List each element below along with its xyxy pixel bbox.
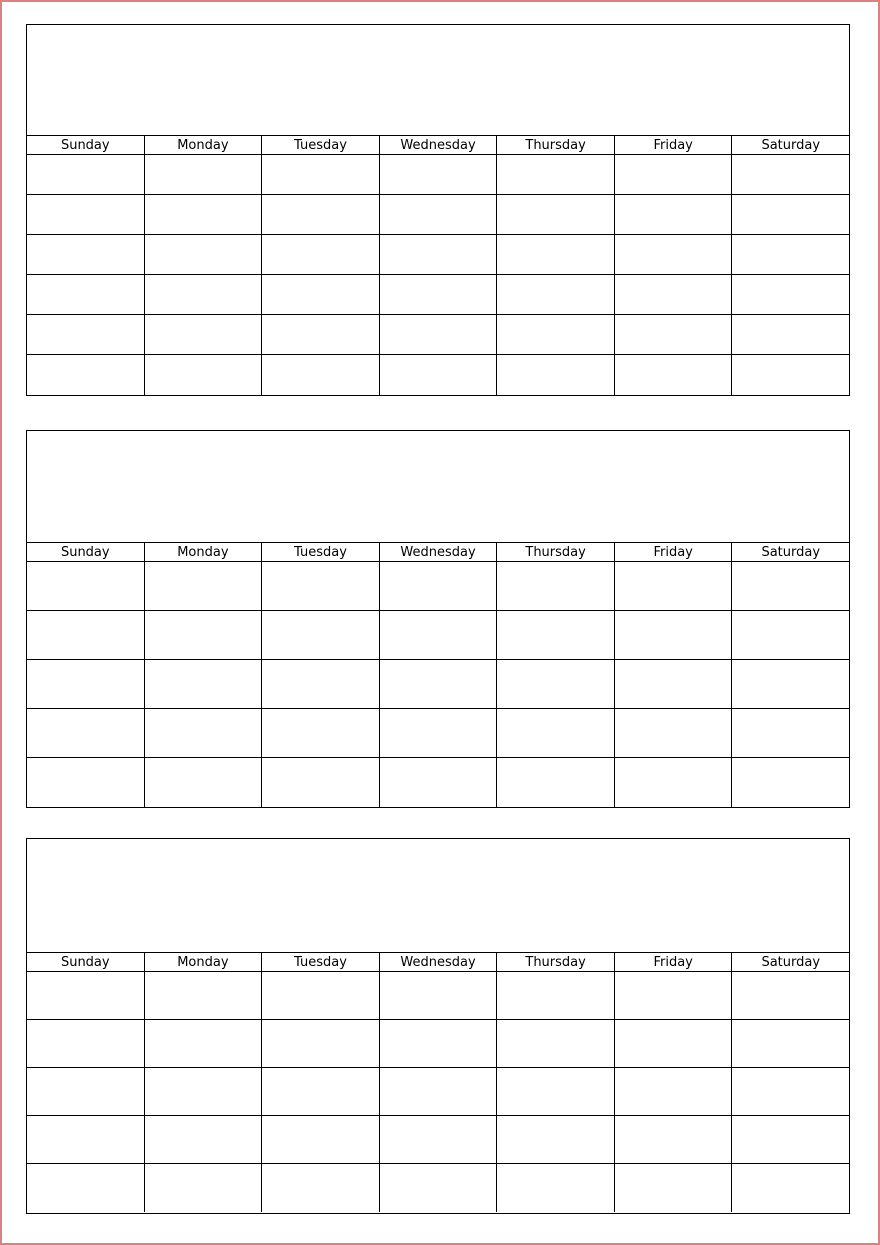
- day-cell: [732, 709, 849, 757]
- day-cell: [497, 315, 615, 354]
- day-cell: [732, 275, 849, 314]
- day-cell: [497, 562, 615, 610]
- day-cell: [615, 1068, 733, 1115]
- month-title-area: [27, 25, 849, 136]
- day-cell: [732, 1164, 849, 1212]
- day-cell: [497, 758, 615, 807]
- month-calendar-3: [26, 838, 850, 1214]
- weekday-wednesday: Wednesday: [380, 543, 498, 561]
- day-cell: [262, 315, 380, 354]
- day-cell: [497, 1020, 615, 1067]
- day-cell: [27, 709, 145, 757]
- day-cell: [497, 611, 615, 659]
- day-cell: [262, 709, 380, 757]
- day-cell: [497, 155, 615, 194]
- weekday-thursday: Thursday: [497, 953, 615, 971]
- day-cell: [145, 1068, 263, 1115]
- day-cell: [497, 235, 615, 274]
- weekday-monday: Monday: [145, 543, 263, 561]
- day-cell: [732, 1068, 849, 1115]
- day-cell: [380, 155, 498, 194]
- day-cell: [27, 1020, 145, 1067]
- day-cell: [145, 660, 263, 708]
- day-cell: [262, 1068, 380, 1115]
- weekday-tuesday: Tuesday: [262, 543, 380, 561]
- day-cell: [497, 660, 615, 708]
- day-cell: [380, 235, 498, 274]
- day-cell: [262, 275, 380, 314]
- week-grid: [27, 155, 849, 395]
- day-cell: [615, 275, 733, 314]
- day-cell: [27, 611, 145, 659]
- day-cell: [27, 315, 145, 354]
- day-cell: [732, 758, 849, 807]
- weekday-friday: Friday: [615, 543, 733, 561]
- day-cell: [380, 355, 498, 395]
- day-cell: [145, 275, 263, 314]
- day-cell: [27, 562, 145, 610]
- day-cell: [615, 611, 733, 659]
- day-cell: [262, 195, 380, 234]
- day-cell: [262, 1164, 380, 1212]
- day-cell: [380, 275, 498, 314]
- day-cell: [732, 1020, 849, 1067]
- weekday-header-row: [27, 953, 849, 972]
- weekday-friday: Friday: [615, 953, 733, 971]
- day-cell: [615, 758, 733, 807]
- day-cell: [145, 195, 263, 234]
- day-cell: [145, 1164, 263, 1212]
- day-cell: [497, 709, 615, 757]
- weekday-header-row: [27, 543, 849, 562]
- day-cell: [497, 1164, 615, 1212]
- day-cell: [145, 611, 263, 659]
- day-cell: [732, 1116, 849, 1163]
- week-row: [27, 275, 849, 315]
- week-row: [27, 660, 849, 709]
- weekday-wednesday: Wednesday: [380, 953, 498, 971]
- day-cell: [380, 709, 498, 757]
- weekday-thursday: Thursday: [497, 136, 615, 154]
- day-cell: [732, 611, 849, 659]
- week-row: [27, 155, 849, 195]
- day-cell: [262, 758, 380, 807]
- day-cell: [732, 972, 849, 1019]
- week-row: [27, 355, 849, 395]
- day-cell: [262, 562, 380, 610]
- month-calendar-2: [26, 430, 850, 808]
- day-cell: [262, 1116, 380, 1163]
- weekday-saturday: Saturday: [761, 545, 821, 560]
- day-cell: [615, 709, 733, 757]
- weekday-sunday: Sunday: [27, 953, 145, 971]
- week-row: [27, 611, 849, 660]
- day-cell: [497, 275, 615, 314]
- weekday-tuesday: Tuesday: [262, 136, 380, 154]
- day-cell: [497, 1116, 615, 1163]
- day-cell: [615, 355, 733, 395]
- day-cell: [732, 562, 849, 610]
- day-cell: [27, 758, 145, 807]
- month-calendar-1: [26, 24, 850, 396]
- weekday-thursday: Thursday: [497, 543, 615, 561]
- day-cell: [145, 562, 263, 610]
- weekday-sunday: Sunday: [27, 136, 145, 154]
- day-cell: [27, 1164, 145, 1212]
- day-cell: [27, 1068, 145, 1115]
- day-cell: [380, 562, 498, 610]
- week-row: [27, 562, 849, 611]
- weekday-saturday: Saturday: [761, 955, 821, 970]
- day-cell: [380, 660, 498, 708]
- weekday-monday: Monday: [145, 136, 263, 154]
- weekday-tuesday: Tuesday: [262, 953, 380, 971]
- weekday-friday: Friday: [615, 136, 733, 154]
- weekday-saturday: Saturday: [761, 138, 821, 153]
- week-row: [27, 195, 849, 235]
- day-cell: [615, 195, 733, 234]
- day-cell: [380, 611, 498, 659]
- day-cell: [380, 195, 498, 234]
- week-row: [27, 758, 849, 807]
- day-cell: [27, 660, 145, 708]
- day-cell: [27, 195, 145, 234]
- day-cell: [27, 355, 145, 395]
- day-cell: [380, 758, 498, 807]
- day-cell: [615, 562, 733, 610]
- week-row: [27, 1068, 849, 1116]
- day-cell: [615, 660, 733, 708]
- day-cell: [615, 235, 733, 274]
- day-cell: [497, 972, 615, 1019]
- day-cell: [262, 972, 380, 1019]
- day-cell: [145, 355, 263, 395]
- day-cell: [380, 1164, 498, 1212]
- day-cell: [497, 1068, 615, 1115]
- weekday-monday: Monday: [145, 953, 263, 971]
- day-cell: [27, 275, 145, 314]
- day-cell: [615, 315, 733, 354]
- week-row: [27, 235, 849, 275]
- weekday-header-row: [27, 136, 849, 155]
- day-cell: [615, 1020, 733, 1067]
- day-cell: [27, 235, 145, 274]
- day-cell: [27, 155, 145, 194]
- day-cell: [262, 660, 380, 708]
- day-cell: [145, 155, 263, 194]
- day-cell: [145, 1020, 263, 1067]
- day-cell: [262, 235, 380, 274]
- day-cell: [262, 1020, 380, 1067]
- day-cell: [615, 1116, 733, 1163]
- day-cell: [732, 315, 849, 354]
- month-title-area: [27, 431, 849, 543]
- week-row: [27, 1116, 849, 1164]
- day-cell: [262, 155, 380, 194]
- weekday-sunday: Sunday: [27, 543, 145, 561]
- day-cell: [262, 355, 380, 395]
- week-grid: [27, 972, 849, 1212]
- day-cell: [732, 195, 849, 234]
- day-cell: [380, 315, 498, 354]
- day-cell: [732, 355, 849, 395]
- day-cell: [27, 1116, 145, 1163]
- day-cell: [145, 972, 263, 1019]
- day-cell: [145, 709, 263, 757]
- week-row: [27, 1164, 849, 1212]
- day-cell: [380, 1116, 498, 1163]
- day-cell: [732, 660, 849, 708]
- day-cell: [380, 972, 498, 1019]
- day-cell: [145, 315, 263, 354]
- day-cell: [145, 1116, 263, 1163]
- month-title-area: [27, 839, 849, 953]
- week-grid: [27, 562, 849, 807]
- day-cell: [27, 972, 145, 1019]
- weekday-wednesday: Wednesday: [380, 136, 498, 154]
- day-cell: [497, 195, 615, 234]
- day-cell: [732, 235, 849, 274]
- day-cell: [145, 235, 263, 274]
- day-cell: [380, 1068, 498, 1115]
- day-cell: [145, 758, 263, 807]
- week-row: [27, 709, 849, 758]
- day-cell: [497, 355, 615, 395]
- week-row: [27, 1020, 849, 1068]
- day-cell: [615, 972, 733, 1019]
- week-row: [27, 315, 849, 355]
- day-cell: [615, 1164, 733, 1212]
- day-cell: [380, 1020, 498, 1067]
- day-cell: [262, 611, 380, 659]
- week-row: [27, 972, 849, 1020]
- day-cell: [732, 155, 849, 194]
- day-cell: [615, 155, 733, 194]
